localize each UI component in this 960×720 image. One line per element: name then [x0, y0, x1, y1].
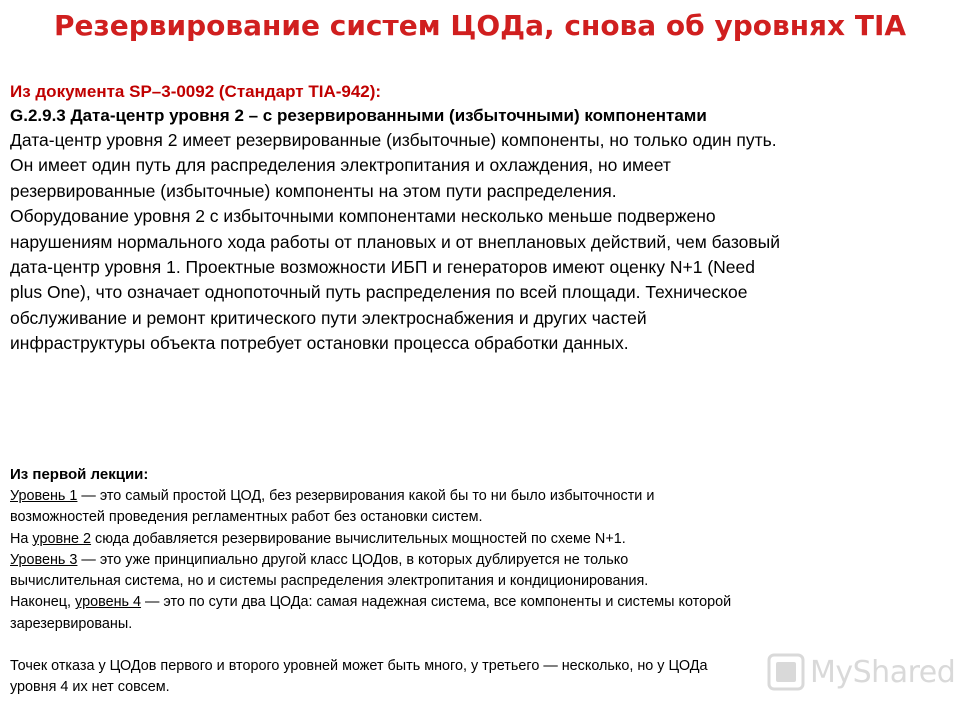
- source-reference: Из документа SP–3-0092 (Стандарт TIA-942):: [10, 82, 382, 101]
- myshared-logo-icon: [766, 652, 806, 692]
- level2-line: [10, 529, 955, 550]
- body-line: Он имеет один путь для распределения электропитания и охлаждения, но имеет: [10, 155, 671, 176]
- tia-excerpt: [10, 80, 955, 357]
- section-heading: G.2.9.3 Дата-центр уровня 2 – с резервированными (избыточными) компонентами: [10, 106, 707, 125]
- failure-points-line-cont: уровня 4 их нет совсем.: [10, 679, 170, 696]
- level3-text: — это уже принципиально другой класс ЦОДов, в которых дублируется не только: [77, 551, 629, 568]
- failure-points-line: Точек отказа у ЦОДов первого и второго уровней может быть много, у третьего — несколько, но у ЦОДа: [10, 658, 708, 675]
- watermark-text: MyShared: [810, 654, 956, 690]
- body-line: Дата-центр уровня 2 имеет резервированные (избыточные) компоненты, но только один путь.: [10, 130, 777, 150]
- level4-line-cont: зарезервированы.: [10, 615, 133, 632]
- body-line: Оборудование уровня 2 с избыточными компонентами несколько меньше подвержено: [10, 206, 716, 227]
- body-line: инфраструктуры объекта потребует остановки процесса обработки данных.: [10, 333, 629, 354]
- watermark: [766, 652, 955, 692]
- body-line: резервированные (избыточные) компоненты на этом пути распределения.: [10, 180, 617, 201]
- level2-link: уровне 2: [32, 530, 92, 547]
- level2-prefix: На: [10, 530, 33, 547]
- level4-text: — это по сути два ЦОДа: самая надежная система, все компоненты и системы которой: [141, 594, 732, 611]
- level4-line: [10, 592, 955, 613]
- level4-prefix: Наконец,: [10, 594, 76, 611]
- level1-text: — это самый простой ЦОД, без резервирования какой бы то ни было избыточности и: [77, 488, 655, 504]
- body-line: обслуживание и ремонт критического пути электроснабжения и других частей: [10, 307, 647, 328]
- body-line: plus One), что означает однопоточный путь распределения по всей площади. Техническое: [10, 282, 748, 303]
- body-line: нарушениям нормального хода работы от плановых и от внеплановых действий, чем базовый: [10, 231, 781, 252]
- level3-line: [10, 550, 955, 571]
- level1-link: Уровень 1: [10, 488, 78, 504]
- page-title: Резервирование систем ЦОДа, снова об уровнях TIA: [53, 9, 907, 42]
- level3-line-cont: вычислительная система, но и системы распределения электропитания и кондиционирования.: [10, 573, 649, 590]
- level3-link: Уровень 3: [10, 551, 78, 568]
- level4-link: уровень 4: [75, 594, 142, 611]
- level1-line: [10, 486, 955, 507]
- level1-line-cont: возможностей проведения регламентных работ без остановки систем.: [10, 509, 483, 526]
- level2-text: сюда добавляется резервирование вычислительных мощностей по схеме N+1.: [91, 530, 626, 547]
- lecture-subtitle: Из первой лекции:: [10, 466, 149, 483]
- body-line: дата-центр уровня 1. Проектные возможности ИБП и генераторов имеют оценку N+1 (Need: [10, 257, 755, 278]
